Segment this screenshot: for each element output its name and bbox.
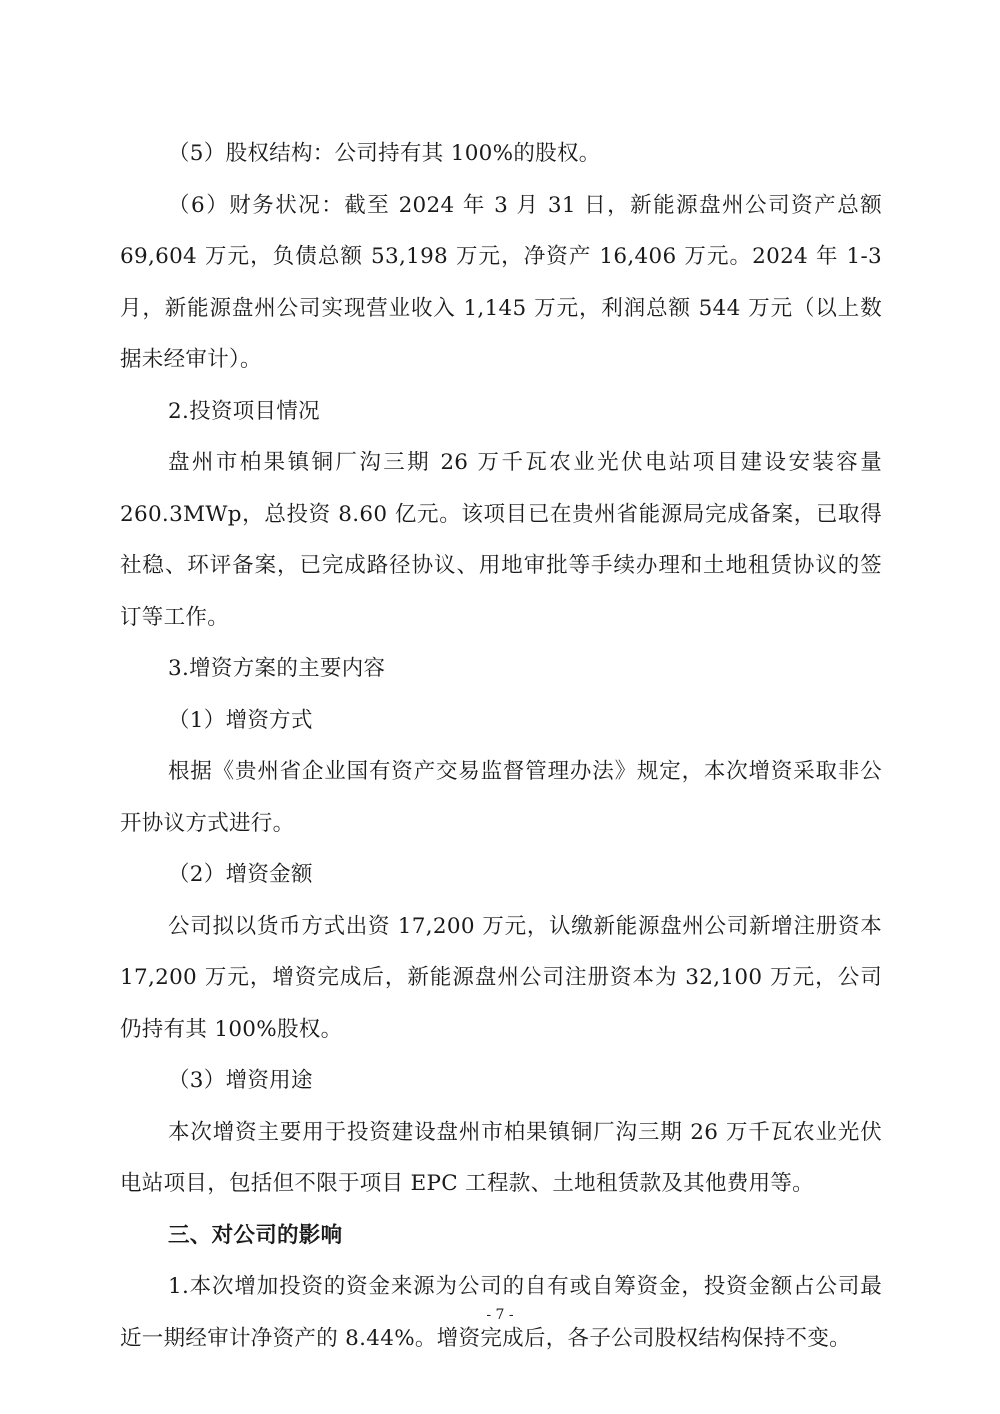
document-body — [120, 128, 882, 1364]
paragraph-financial-status: （6）财务状况：截至 2024 年 3 月 31 日，新能源盘州公司资产总额 69,604 万元，负债总额 53,198 万元，净资产 16,406 万元。2024 年 1-3 月，新能源盘州公司实现营业收入 1,145 万元，利润总额 544 万元（以上数据未经审计）。 — [120, 192, 882, 372]
heading-capital-increase-plan: 3.增资方案的主要内容 — [168, 656, 386, 681]
paragraph-equity-structure: （5）股权结构：公司持有其 100%的股权。 — [168, 141, 601, 166]
paragraph-investment-project: 盘州市柏果镇铜厂沟三期 26 万千瓦农业光伏电站项目建设安装容量 260.3MWp，总投资 8.60 亿元。该项目已在贵州省能源局完成备案，已取得社稳、环评备案，已完成路径协议、用地审批等手续办理和土地租赁协议的签订等工作。 — [120, 450, 882, 630]
paragraph-capital-increase-method: 根据《贵州省企业国有资产交易监督管理办法》规定，本次增资采取非公开协议方式进行。 — [120, 759, 882, 836]
paragraph-capital-increase-use: 本次增资主要用于投资建设盘州市柏果镇铜厂沟三期 26 万千瓦农业光伏电站项目，包括但不限于项目 EPC 工程款、土地租赁款及其他费用等。 — [120, 1119, 882, 1196]
paragraph-impact-funding: 1.本次增加投资的资金来源为公司的自有或自筹资金，投资金额占公司最近一期经审计净资产的 8.44%。增资完成后，各子公司股权结构保持不变。 — [120, 1274, 882, 1351]
paragraph-capital-increase-amount: 公司拟以货币方式出资 17,200 万元，认缴新能源盘州公司新增注册资本 17,200 万元，增资完成后，新能源盘州公司注册资本为 32,100 万元，公司仍持有其 100%股权。 — [120, 913, 882, 1042]
heading-capital-increase-use: （3）增资用途 — [168, 1068, 313, 1093]
page-number: - 7 - — [486, 1307, 514, 1323]
heading-impact-on-company: 三、对公司的影响 — [168, 1222, 343, 1248]
heading-capital-increase-amount: （2）增资金额 — [168, 862, 313, 887]
heading-investment-project: 2.投资项目情况 — [168, 398, 320, 424]
heading-capital-increase-method: （1）增资方式 — [168, 707, 313, 733]
